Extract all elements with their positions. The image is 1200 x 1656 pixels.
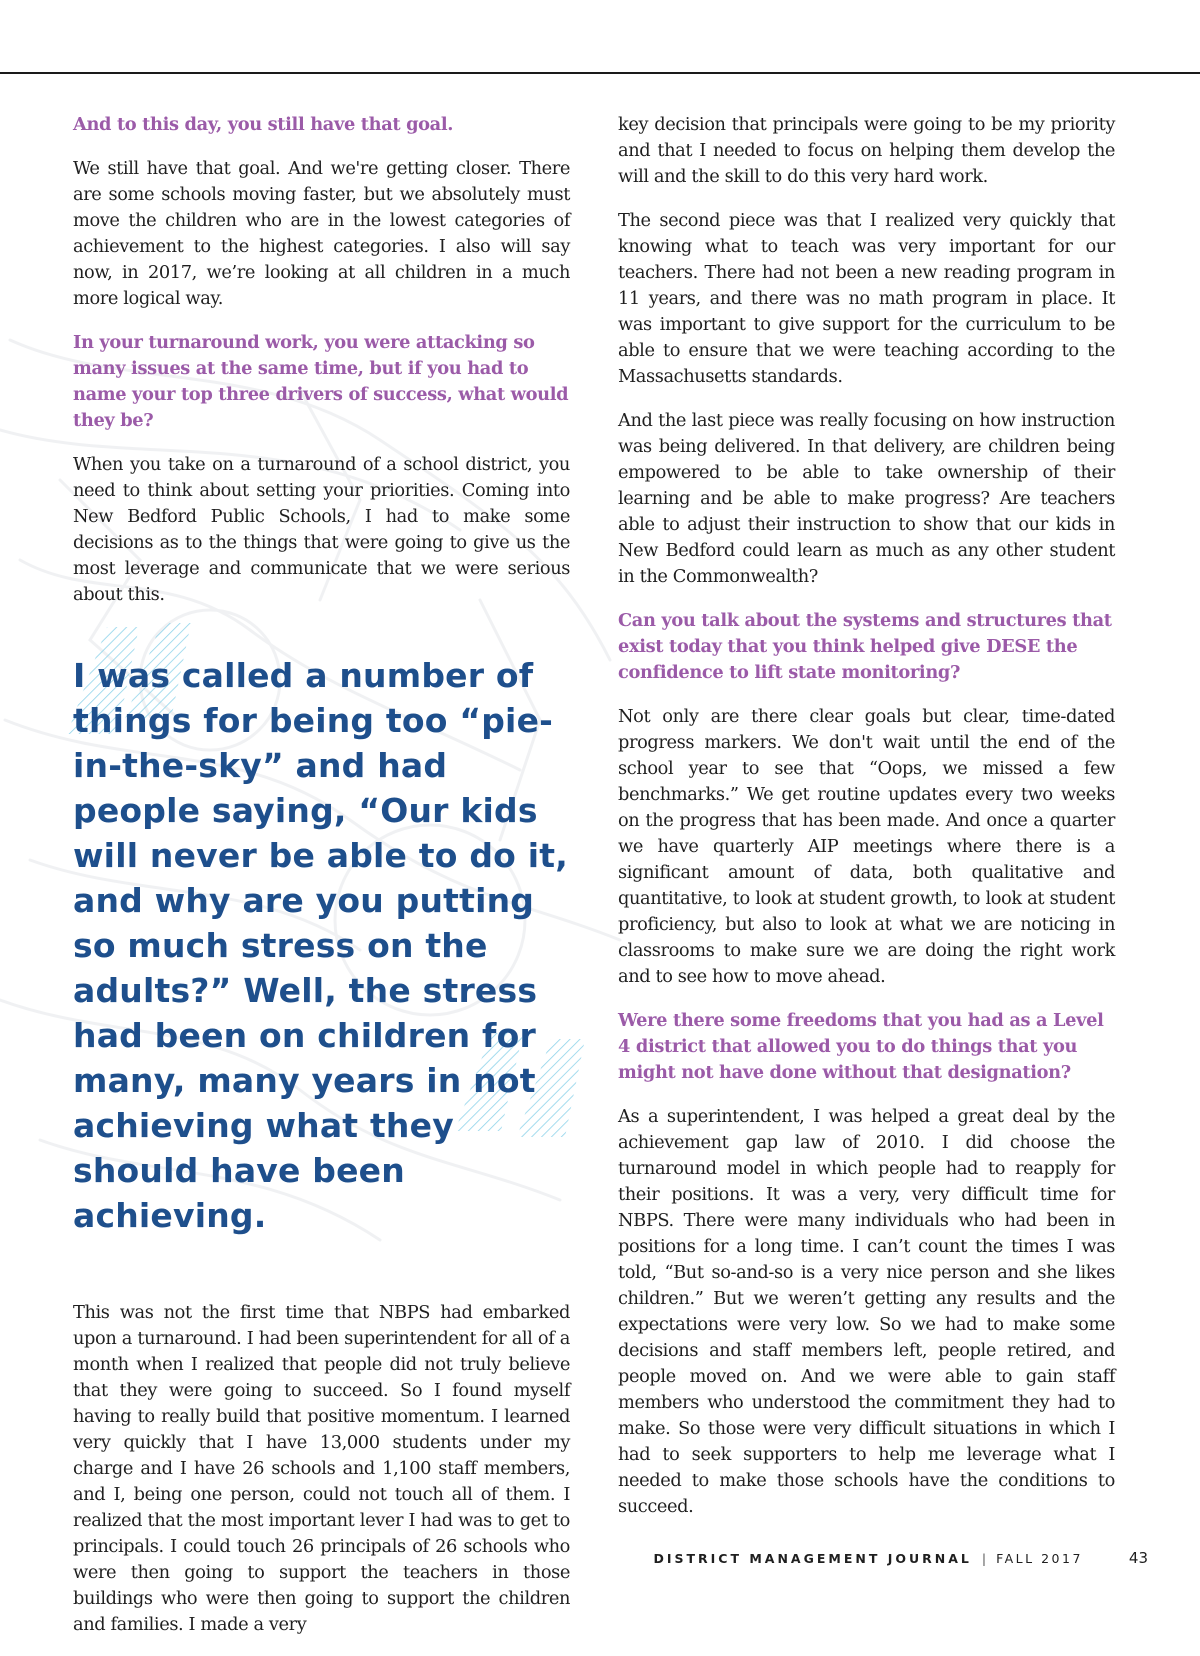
header-rule [0, 72, 1200, 74]
interview-answer: The second piece was that I realized very quickly that knowing what to teach was very important for our teachers. There had not been a new reading program in 11 years, and there was no math program in place. It was important to give support for the curriculum to be able to ensure that we were teaching according to the Massachusetts standards. [618, 210, 1115, 387]
page-number: 43 [1128, 1549, 1148, 1567]
interview-question: In your turnaround work, you were attacking so many issues at the same time, but if you had to name your top three drivers of success, what would they be? [73, 332, 569, 431]
journal-name: DISTRICT MANAGEMENT JOURNAL [653, 1550, 972, 1566]
left-column [73, 112, 570, 1656]
issue-label: FALL 2017 [996, 1550, 1083, 1566]
interview-answer: We still have that goal. And we're getting closer. There are some schools moving faster, but we absolutely must move the children who are in the lowest categories of achievement to the highest categories. I also will say now, in 2017, we’re looking at all children in a much more logical way. [73, 158, 570, 309]
footer-separator: | [981, 1550, 987, 1566]
pull-quote [73, 653, 570, 1238]
interview-answer: This was not the first time that NBPS had embarked upon a turnaround. I had been superintendent for all of a month when I realized that people did not truly believe that they were going to succeed. So I found myself having to really build that positive momentum. I learned very quickly that I have 13,000 students under my charge and I have 26 schools and 1,100 staff members, and I, being one person, could not touch all of them. I realized that the most important lever I had was to get to principals. I could touch 26 principals of 26 schools who were then going to support the teachers in those buildings who were then going to support the children and families. I made a very [73, 1302, 570, 1635]
interview-question: Were there some freedoms that you had as a Level 4 district that allowed you to do things that you might not have done without that designation? [618, 1010, 1104, 1083]
interview-question: And to this day, you still have that goal. [73, 114, 454, 135]
right-column [618, 112, 1115, 1538]
pull-quote-text: I was called a number of things for being too “pie-in-the-sky” and had people saying, “Our kids will never be able to do it, and why are you putting so much stress on the adults?” Well, the stress had been on children for many, many years in not achieving what they should have been achieving. [73, 656, 568, 1235]
interview-question: Can you talk about the systems and structures that exist today that you think helped give DESE the confidence to lift state monitoring? [618, 610, 1112, 683]
interview-answer-continued: key decision that principals were going to be my priority and that I needed to focus on helping them develop the will and the skill to do this very hard work. [618, 114, 1115, 187]
interview-answer: When you take on a turnaround of a school district, you need to think about setting your priorities. Coming into New Bedford Public Schools, I had to make some decisions as to the things that were going to give us the most leverage and communicate that we were serious about this. [73, 454, 570, 605]
page-footer [653, 1549, 1148, 1567]
interview-answer: As a superintendent, I was helped a great deal by the achievement gap law of 2010. I did choose the turnaround model in which people had to reapply for their positions. It was a very, very difficult time for NBPS. There were many individuals who had been in positions for a long time. I can’t count the times I was told, “But so-and-so is a very nice person and she likes children.” But we weren’t getting any results and the expectations were very low. So we had to make some decisions and staff members left, people retired, and people moved on. And we were able to gain staff members who understood the commitment they had to make. So those were very difficult situations in which I had to seek supporters to help me leverage what I needed to make those schools have the conditions to succeed. [618, 1106, 1115, 1517]
interview-answer: Not only are there clear goals but clear, time-dated progress markers. We don't wait until the end of the school year to see that “Oops, we missed a few benchmarks.” We get routine updates every two weeks on the progress that has been made. And once a quarter we have quarterly AIP meetings where there is a significant amount of data, both qualitative and quantitative, to look at student growth, to look at student proficiency, but also to look at what we are noticing in classrooms to make sure we are doing the right work and to see how to move ahead. [618, 706, 1115, 987]
interview-answer: And the last piece was really focusing on how instruction was being delivered. In that delivery, are children being empowered to be able to take ownership of their learning and be able to make progress? Are teachers able to adjust their instruction to show that our kids in New Bedford could learn as much as any other student in the Commonwealth? [618, 410, 1115, 587]
